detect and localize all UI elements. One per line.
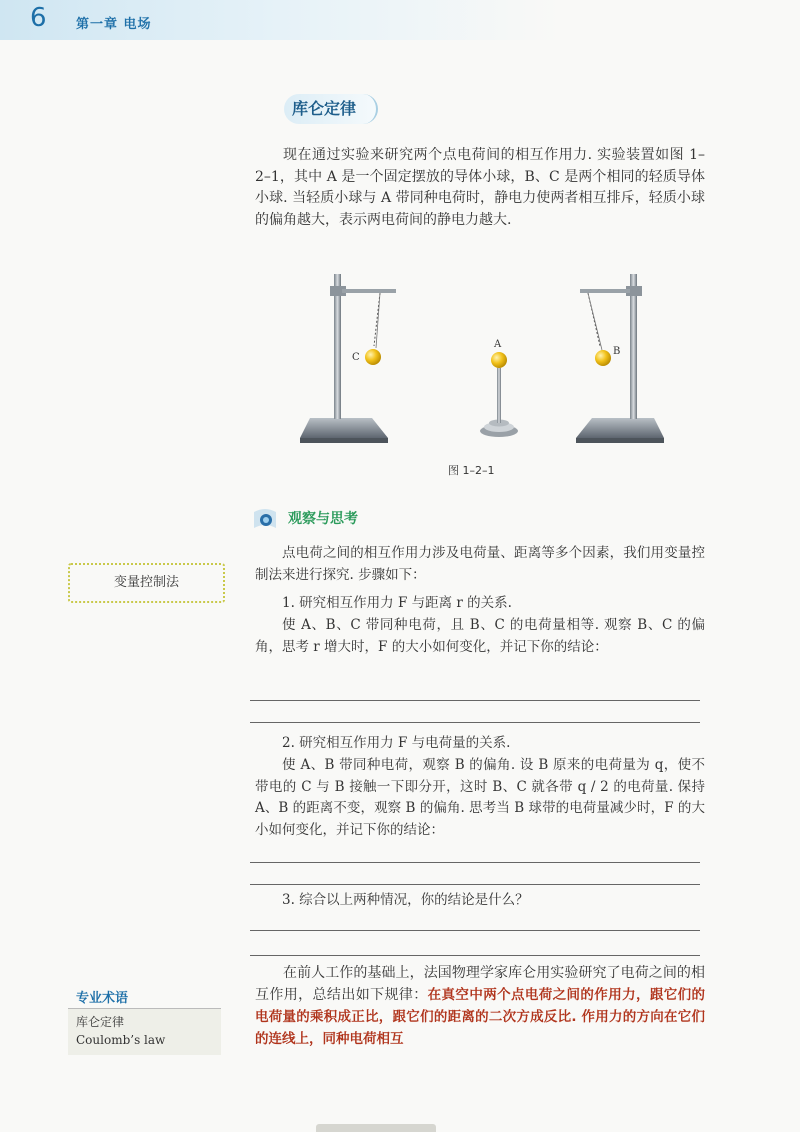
terminology-heading: 专业术语 <box>68 985 221 1009</box>
sidebar-note: 变量控制法 <box>68 563 225 603</box>
label-b: B <box>613 346 621 357</box>
intro-paragraph: 现在通过实验来研究两个点电荷间的相互作用力. 实验装置如图 1–2–1，其中 A 是一个固定摆放的导体小球，B、C 是两个相同的轻质导体小球. 当轻质小球与 A 带同种电荷时，静电力使两者相互排斥，轻质小球的偏角越大，表示两电荷间的静电力越大. <box>255 147 705 228</box>
answer-line[interactable] <box>250 722 700 723</box>
ball-c <box>365 349 381 365</box>
ball-b <box>595 350 611 366</box>
step1-body: 使 A、B、C 带同种电荷，且 B、C 的电荷量相等. 观察 B、C 的偏角，思考 r 增大时，F 的大小如何变化，并记下你的结论： <box>255 617 705 655</box>
figure-caption: 图 1–2–1 <box>448 464 495 477</box>
conclusion-paragraph <box>255 962 705 1050</box>
answer-line[interactable] <box>250 862 700 863</box>
left-stand <box>300 274 396 443</box>
answer-line[interactable] <box>250 884 700 885</box>
term-english: Coulomb’s law <box>76 1033 166 1047</box>
step3-title: 3. 综合以上两种情况，你的结论是什么？ <box>282 892 529 908</box>
label-c: C <box>352 352 360 363</box>
label-a: A <box>494 339 502 350</box>
answer-line[interactable] <box>250 955 700 956</box>
activity-intro: 点电荷之间的相互作用力涉及电荷量、距离等多个因素，我们用变量控制法来进行探究. 步骤如下： <box>255 545 705 583</box>
conclusion-lead: 在前人工作的基础上，法国物理学家库仑用实验研究了电荷之间的相互作用，总结出如下规律： <box>255 965 705 1003</box>
term-chinese: 库仑定律 <box>76 1015 125 1029</box>
answer-line[interactable] <box>250 930 700 931</box>
answer-line[interactable] <box>250 700 700 701</box>
chapter-title: 第一章 电场 <box>76 17 152 32</box>
step1-title: 1. 研究相互作用力 F 与距离 r 的关系. <box>282 595 512 611</box>
page-header <box>0 0 800 40</box>
experiment-figure <box>300 268 680 458</box>
coulomb-law-statement: 在真空中两个点电荷之间的作用力，跟它们的电荷量的乘积成正比，跟它们的距离的二次方成反比. 作用力的方向在它们的连线上，同种电荷相互 <box>255 987 706 1047</box>
activity-title: 观察与思考 <box>288 511 358 527</box>
page-bottom-tab <box>316 1124 436 1132</box>
terminology-body <box>68 1009 221 1055</box>
right-stand <box>576 274 664 443</box>
section-title: 库仑定律 <box>284 94 378 124</box>
ball-a <box>491 352 507 368</box>
page-number: 6 <box>30 3 47 33</box>
terminology-box <box>68 985 221 1055</box>
center-stand <box>480 368 518 437</box>
step2-body: 使 A、B 带同种电荷，观察 B 的偏角. 设 B 原来的电荷量为 q，使不带电的 C 与 B 接触一下即分开，这时 B、C 就各带 q / 2 的电荷量. 保持 A、B 的距离不变，观察 B 的偏角. 思考当 B 球带的电荷量减少时，F 的大小如何变化，并记下你的结论： <box>255 757 705 838</box>
eye-icon <box>252 508 278 530</box>
step2-title: 2. 研究相互作用力 F 与电荷量的关系. <box>282 735 511 751</box>
